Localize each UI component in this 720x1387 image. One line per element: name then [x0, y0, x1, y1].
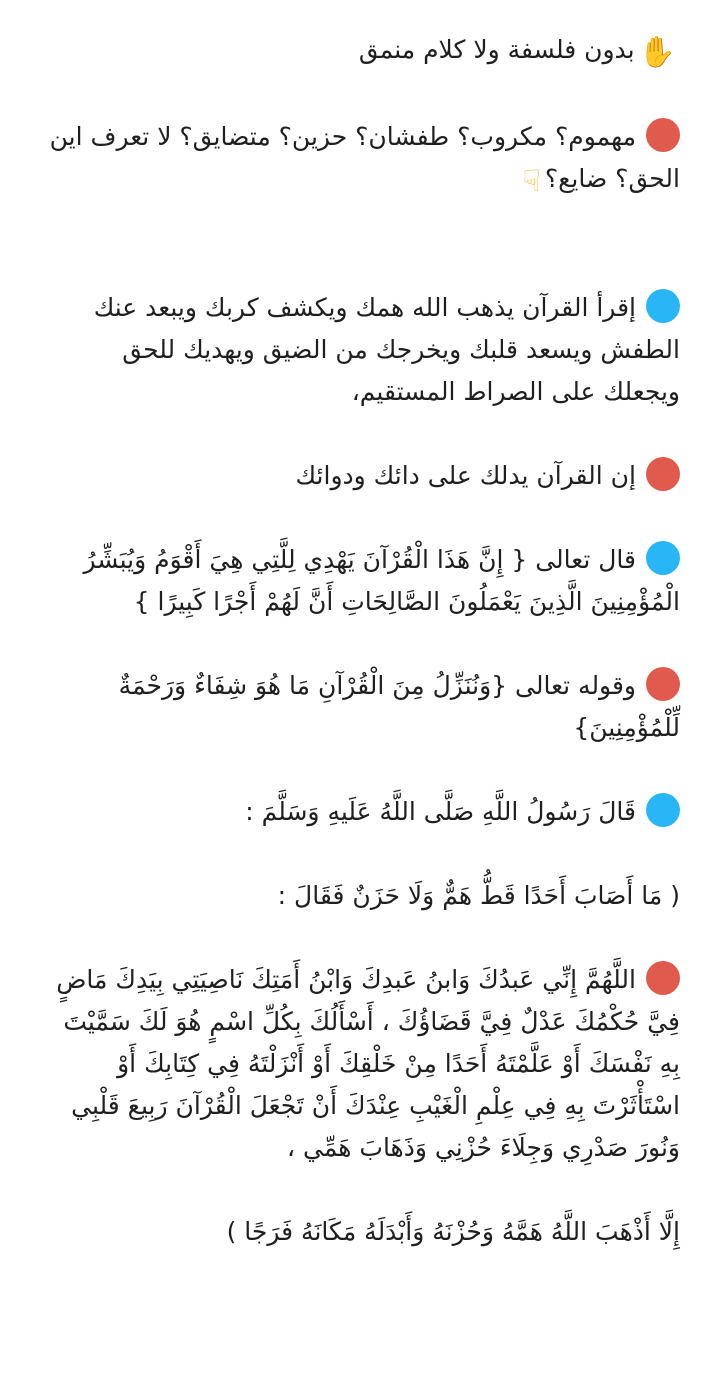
paragraph-text: ( مَا أَصَابَ أَحَدًا قَطُّ هَمٌّ وَلَا حَزَنٌ فَقَالَ : [277, 881, 680, 910]
blue-circle-icon [646, 541, 680, 575]
red-circle-icon [646, 118, 680, 152]
read-quran-paragraph [40, 287, 680, 413]
red-circle-icon [646, 457, 680, 491]
questions-paragraph [40, 116, 680, 203]
raised-hand-icon: ✋ [638, 35, 676, 70]
intro-line [40, 29, 680, 74]
paragraph-text: قال تعالى { إِنَّ هَذَا الْقُرْآنَ يَهْدِي لِلَّتِي هِيَ أَقْوَمُ وَيُبَشِّرُ الْمُؤْمِنِينَ الَّذِينَ يَعْمَلُونَ الصَّالِحَاتِ أَنَّ لَهُمْ أَجْرًا كَبِيرًا } [83, 545, 680, 616]
paragraph-text: اللَّهُمَّ إِنِّي عَبدُكَ وَابنُ عَبدِكَ وَابْنُ أَمَتِكَ نَاصِيَتِي بِيَدِكَ مَاضٍ فِيَّ حُكْمُكَ عَدْلٌ فِيَّ قَضَاؤُكَ ، أَسْأَلُكَ بِكُلِّ اسْمٍ هُوَ لَكَ سَمَّيْتَ بِهِ نَفْسَكَ أَوْ عَلَّمْتَهُ أَحَدًا مِنْ خَلْقِكَ أَوْ أَنْزَلْتَهُ فِي كِتَابِكَ أَوْ اسْتَأْثَرْتَ بِهِ فِي عِلْمِ الْغَيْبِ عِنْدَكَ أَنْ تَجْعَلَ الْقُرْآنَ رَبِيعَ قَلْبِي وَنُورَ صَدْرِي وَجِلَاءَ حُزْنِي وَذَهَابَ هَمِّي ، [56, 965, 680, 1162]
verse-2-paragraph [40, 665, 680, 749]
paragraph-text: إِلَّا أَذْهَبَ اللَّهُ هَمَّهُ وَحُزْنَهُ وَأَبْدَلَهُ مَكَانَهُ فَرَجًا ) [226, 1217, 680, 1246]
red-circle-icon [646, 667, 680, 701]
paragraph-text: إقرأ القرآن يذهب الله همك ويكشف كربك ويبعد عنك الطفش ويسعد قلبك ويخرجك من الضيق ويهديك للحق ويجعلك على الصراط المستقيم، [93, 293, 680, 406]
paragraph-text: وقوله تعالى {وَنُنَزِّلُ مِنَ الْقُرْآنِ مَا هُوَ شِفَاءٌ وَرَحْمَةٌ لِّلْمُؤْمِنِينَ} [118, 671, 680, 742]
paragraph-text: بدون فلسفة ولا كلام منمق [358, 35, 635, 64]
blue-circle-icon [646, 793, 680, 827]
paragraph-text: إن القرآن يدلك على دائك ودوائك [295, 461, 636, 490]
quran-guides-paragraph [40, 455, 680, 497]
hadith-closing-paragraph [40, 1211, 680, 1253]
blue-circle-icon [646, 289, 680, 323]
paragraph-text: قَالَ رَسُولُ اللَّهِ صَلَّى اللَّهُ عَلَيهِ وَسَلَّمَ : [245, 797, 636, 826]
paragraph-text: مهموم؟ مكروب؟ طفشان؟ حزين؟ متضايق؟ لا تعرف اين الحق؟ ضايع؟ [49, 122, 680, 193]
hadith-opening-paragraph [40, 875, 680, 917]
verse-1-paragraph [40, 539, 680, 623]
dua-paragraph [40, 959, 680, 1169]
red-circle-icon [646, 961, 680, 995]
pointing-down-icon: ☟ [522, 164, 541, 199]
hadith-intro-paragraph [40, 791, 680, 833]
